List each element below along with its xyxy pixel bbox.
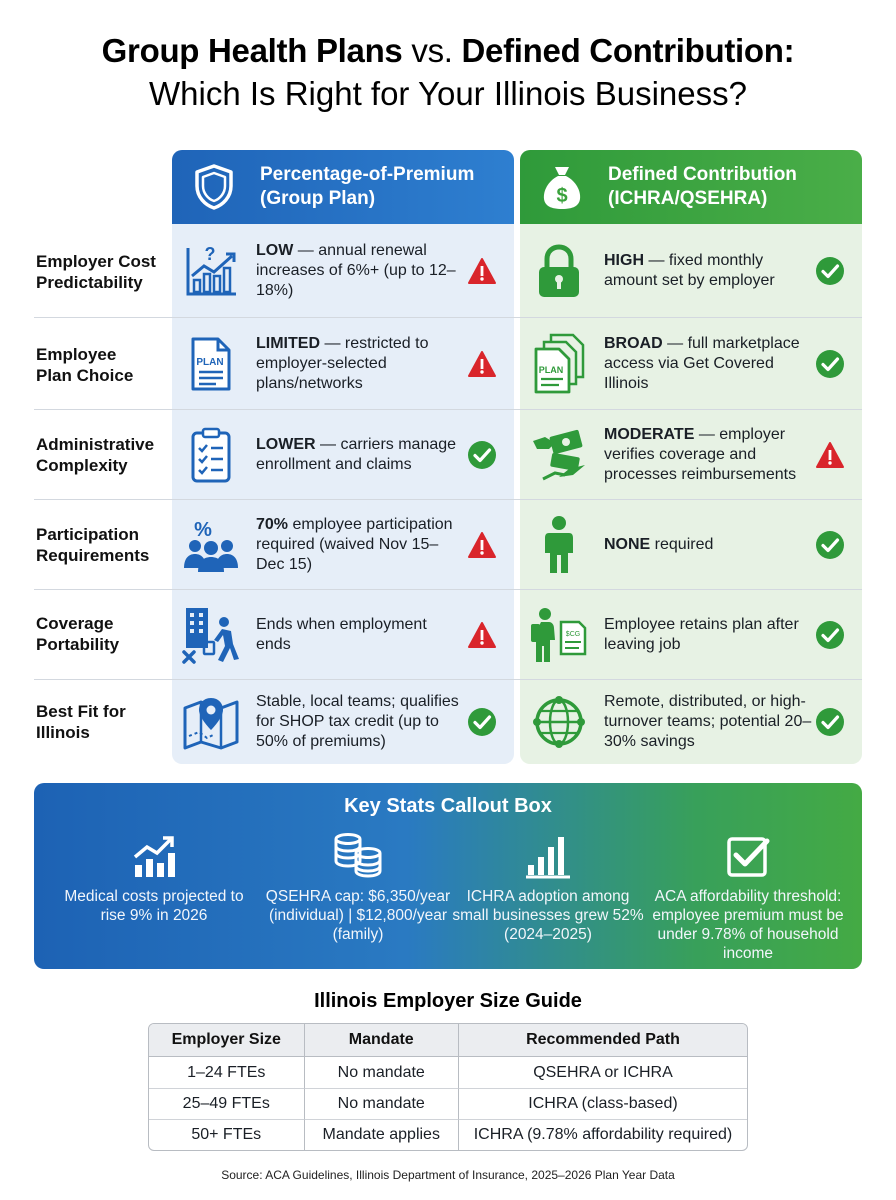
- column-header-recommended-path: Recommended Path: [458, 1024, 747, 1057]
- stacked-plans-icon: [528, 333, 590, 395]
- svg-text:%: %: [194, 519, 212, 541]
- warning-icon: [464, 621, 500, 649]
- check-icon: [812, 256, 848, 286]
- employer-size-table: [148, 1023, 748, 1151]
- single-person-icon: [528, 515, 590, 575]
- svg-text:PLAN: PLAN: [196, 357, 224, 368]
- checkbox-icon: [648, 829, 848, 879]
- rising-chart-question-icon: [180, 242, 242, 300]
- column-header-employer-size: Employer Size: [149, 1024, 304, 1057]
- cell-recommended-path: ICHRA (class-based): [458, 1088, 747, 1119]
- group-cell-best-fit: Stable, local teams; qualifies for SHOP tax credit (up to 50% of premiums): [180, 682, 514, 762]
- plan-document-icon: [180, 335, 242, 393]
- svg-text:$: $: [556, 185, 568, 207]
- bar-chart-icon: [448, 829, 648, 879]
- warning-icon: [464, 531, 500, 559]
- row-divider: [34, 499, 862, 500]
- title-defined-contribution: Defined Contribution:: [461, 32, 795, 69]
- dc-cell-participation: NONE required: [528, 502, 862, 588]
- dc-cell-admin-complexity: MODERATE — employer verifies coverage and processes reimbursements: [528, 412, 862, 498]
- check-icon: [464, 707, 500, 737]
- cell-mandate: Mandate applies: [304, 1119, 458, 1150]
- table-row: [149, 1088, 747, 1119]
- check-icon: [812, 707, 848, 737]
- table-row: [149, 1057, 747, 1088]
- shield-icon: [182, 163, 246, 211]
- title-subline: Which Is Right for Your Illinois Business?: [149, 75, 747, 112]
- check-icon: [812, 530, 848, 560]
- leaving-building-icon: [180, 604, 242, 666]
- people-percent-icon: [180, 516, 242, 574]
- source-note: Source: ACA Guidelines, Illinois Department of Insurance, 2025–2026 Plan Year Data: [221, 1168, 675, 1182]
- key-stats-callout: [34, 783, 862, 969]
- group-cell-portability: Ends when employment ends: [180, 592, 514, 678]
- group-cell-admin-complexity: LOWER — carriers manage enrollment and claims: [180, 412, 514, 498]
- check-icon: [464, 440, 500, 470]
- globe-network-icon: [528, 694, 590, 750]
- growth-chart-icon: [54, 829, 254, 879]
- traveler-with-plan-icon: [528, 604, 590, 666]
- dc-cell-plan-choice: PLAN BROAD — full marketplace access via Get Covered Illinois: [528, 320, 862, 408]
- cell-employer-size: 50+ FTEs: [149, 1119, 304, 1150]
- stat-qsehra-cap: QSEHRA cap: $6,350/year (individual) | $12,800/year (family): [258, 829, 458, 944]
- group-plan-subtitle: (Group Plan): [260, 188, 376, 209]
- title-group-plans: Group Health Plans: [101, 32, 403, 69]
- warning-icon: [464, 257, 500, 285]
- row-label-cost-predictability: Employer Cost Predictability: [36, 252, 156, 292]
- stat-ichra-adoption: ICHRA adoption among small businesses grew 52% (2024–2025): [448, 829, 648, 944]
- table-row: [149, 1119, 747, 1150]
- money-exchange-icon: [528, 427, 590, 483]
- row-label-best-fit: Best Fit for Illinois: [36, 702, 126, 742]
- check-icon: [812, 349, 848, 379]
- clipboard-checklist-icon: [180, 426, 242, 484]
- dc-cell-portability: $CG Employee retains plan after leaving job: [528, 592, 862, 678]
- cell-mandate: No mandate: [304, 1088, 458, 1119]
- coin-stacks-icon: [258, 829, 458, 879]
- column-header-mandate: Mandate: [304, 1024, 458, 1057]
- cell-recommended-path: ICHRA (9.78% affordability required): [458, 1119, 747, 1150]
- svg-text:PLAN: PLAN: [538, 365, 564, 375]
- row-divider: [34, 589, 862, 590]
- group-cell-cost-predictability: ? LOW — annual renewal increases of 6%+ (up to 12–18%): [180, 228, 514, 314]
- cell-employer-size: 25–49 FTEs: [149, 1088, 304, 1119]
- group-plan-header: [172, 150, 514, 224]
- group-cell-plan-choice: PLAN LIMITED — restricted to employer-selected plans/networks: [180, 320, 514, 408]
- defined-contribution-header: [520, 150, 862, 224]
- padlock-icon: [528, 242, 590, 300]
- row-label-portability: Coverage Portability: [36, 614, 120, 654]
- title-vs: vs.: [402, 32, 462, 69]
- table-header-row: [149, 1024, 747, 1057]
- size-guide-title: Illinois Employer Size Guide: [314, 990, 582, 1012]
- group-cell-participation: % 70% employee participation required (waived Nov 15–Dec 15): [180, 502, 514, 588]
- stat-medical-costs: Medical costs projected to rise 9% in 2026: [54, 829, 254, 925]
- warning-icon: [464, 350, 500, 378]
- money-bag-icon: [530, 163, 594, 211]
- cell-employer-size: 1–24 FTEs: [187, 1063, 266, 1081]
- dc-cell-cost-predictability: HIGH — fixed monthly amount set by employer: [528, 228, 862, 314]
- svg-text:?: ?: [204, 244, 216, 264]
- defined-contribution-title: Defined Contribution: [608, 164, 797, 185]
- key-stats-title: Key Stats Callout Box: [344, 795, 552, 817]
- row-label-plan-choice: Employee Plan Choice: [36, 345, 134, 385]
- cell-recommended-path: QSEHRA or ICHRA: [458, 1057, 747, 1088]
- group-plan-title: Percentage-of-Premium: [260, 164, 475, 185]
- check-icon: [812, 620, 848, 650]
- warning-icon: [812, 441, 848, 469]
- page-title: [0, 30, 896, 114]
- defined-contribution-subtitle: (ICHRA/QSEHRA): [608, 188, 768, 209]
- row-label-admin-complexity: Administrative Complexity: [36, 435, 155, 475]
- svg-text:$CG: $CG: [565, 631, 581, 638]
- cell-mandate: No mandate: [304, 1057, 458, 1088]
- row-divider: [34, 679, 862, 680]
- map-pin-icon: [180, 694, 242, 750]
- dc-cell-best-fit: Remote, distributed, or high-turnover teams; potential 20–30% savings: [528, 682, 862, 762]
- stat-aca-affordability: ACA affordability threshold: employee premium must be under 9.78% of household income: [648, 829, 848, 963]
- row-divider: [34, 409, 862, 410]
- row-label-participation: Participation Requirements: [36, 525, 150, 565]
- row-divider: [34, 317, 862, 318]
